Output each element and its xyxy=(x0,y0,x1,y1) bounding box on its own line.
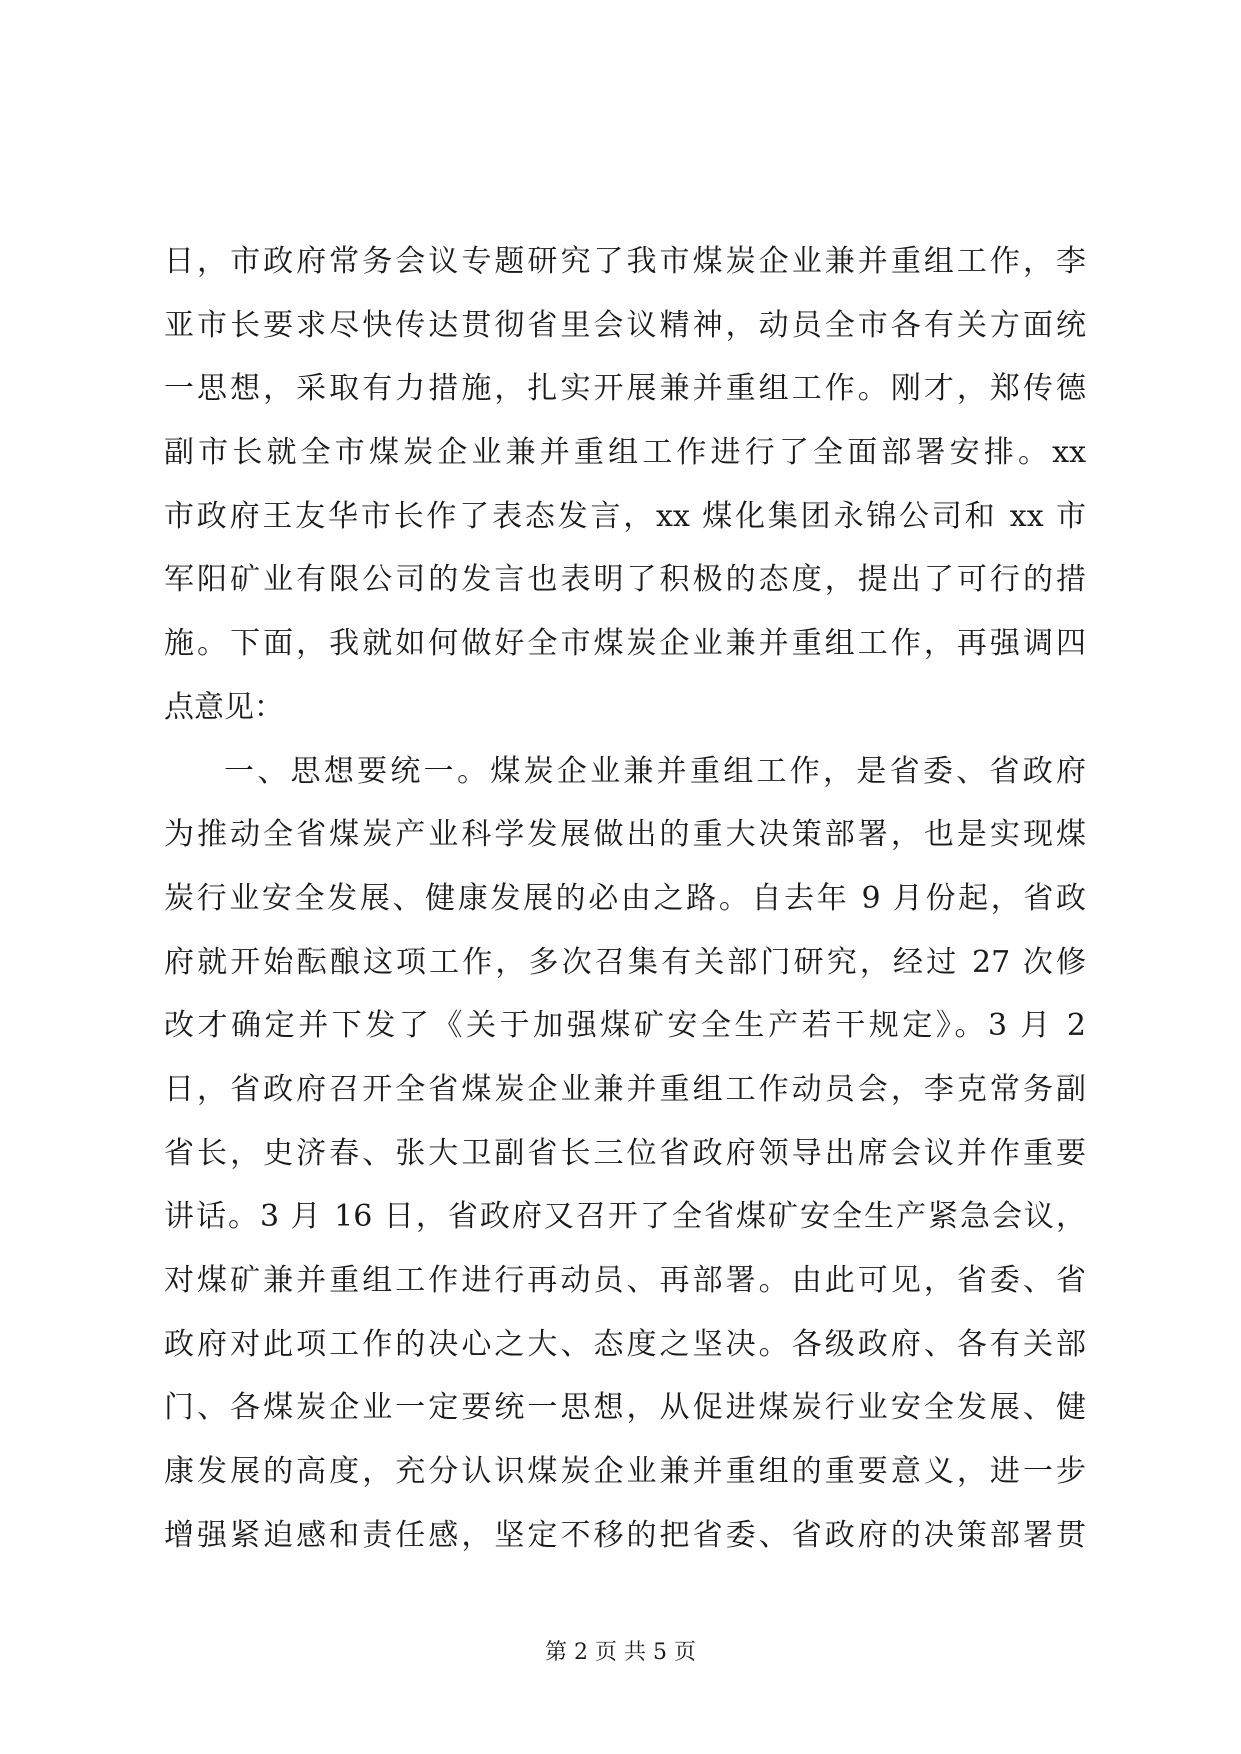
text-line: 改才确定并下发了《关于加强煤矿安全生产若干规定》。3 月 2 xyxy=(164,1008,1086,1044)
text-line: 增强紧迫感和责任感，坚定不移的把省委、省政府的决策部署贯 xyxy=(164,1517,1086,1553)
text-line: 对煤矿兼并重组工作进行再动员、再部署。由此可见，省委、省 xyxy=(164,1263,1086,1298)
body-text xyxy=(164,230,1086,1567)
text-line: 省长，史济春、张大卫副省长三位省政府领导出席会议并作重要 xyxy=(164,1135,1086,1171)
text-line: 府就开始酝酿这项工作，多次召集有关部门研究，经过 27 次修 xyxy=(164,944,1086,980)
text-line: 市政府王友华市长作了表态发言，xx 煤化集团永锦公司和 xx 市 xyxy=(164,498,1086,534)
text-line: 门、各煤炭企业一定要统一思想，从促进煤炭行业安全发展、健 xyxy=(164,1390,1086,1426)
text-line: 一思想，采取有力措施，扎实开展兼并重组工作。刚才，郑传德 xyxy=(164,371,1086,407)
text-line: 日，市政府常务会议专题研究了我市煤炭企业兼并重组工作，李 xyxy=(164,244,1086,279)
text-line: 副市长就全市煤炭企业兼并重组工作进行了全面部署安排。xx xyxy=(164,435,1086,471)
text-line: 施。下面，我就如何做好全市煤炭企业兼并重组工作，再强调四 xyxy=(164,626,1086,662)
text-line: 康发展的高度，充分认识煤炭企业兼并重组的重要意义，进一步 xyxy=(164,1454,1086,1490)
paragraph-heading-line: 一、思想要统一。煤炭企业兼并重组工作，是省委、省政府 xyxy=(224,753,1086,789)
text-line: 政府对此项工作的决心之大、态度之坚决。各级政府、各有关部 xyxy=(164,1326,1086,1362)
text-line: 讲话。3 月 16 日，省政府又召开了全省煤矿安全生产紧急会议， xyxy=(164,1199,1086,1235)
text-line: 军阳矿业有限公司的发言也表明了积极的态度，提出了可行的措 xyxy=(164,562,1086,598)
text-line: 日，省政府召开全省煤炭企业兼并重组工作动员会，李克常务副 xyxy=(164,1071,1086,1107)
page-number-footer: 第 2 页 共 5 页 xyxy=(545,1640,696,1665)
text-line: 为推动全省煤炭产业科学发展做出的重大决策部署，也是实现煤 xyxy=(164,817,1086,853)
text-line: 炭行业安全发展、健康发展的必由之路。自去年 9 月份起，省政 xyxy=(164,880,1086,916)
text-line: 亚市长要求尽快传达贯彻省里会议精神，动员全市各有关方面统 xyxy=(164,307,1086,343)
text-line: 点意见： xyxy=(164,689,284,725)
